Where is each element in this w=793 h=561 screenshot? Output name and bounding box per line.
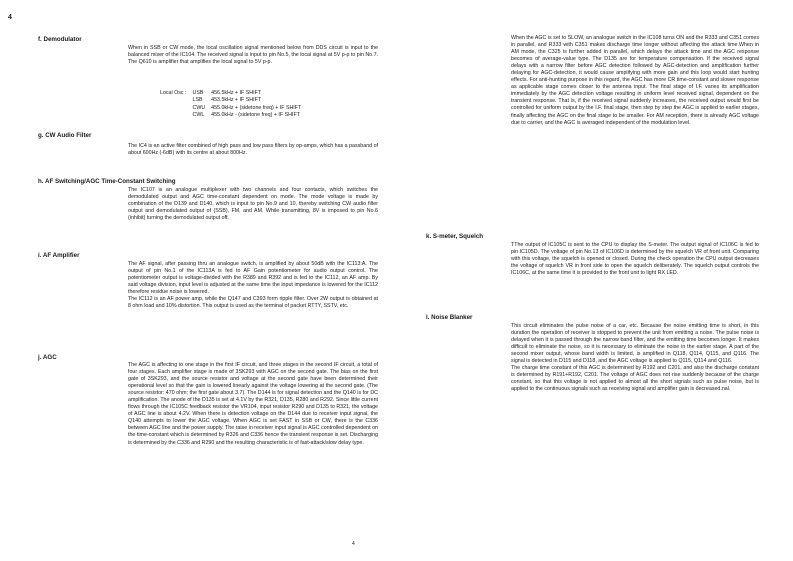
heading-cw-audio-filter: g. CW Audio Filter [38, 132, 92, 139]
osc-value: 453.5kHz + IF SHIFT [211, 97, 262, 104]
footer-mark: 4 [352, 541, 355, 547]
para-agc-continued [511, 35, 759, 127]
s-meter-text: TThe output of IC105C is sent to the CPU to display the S-meter. The output signal of IC106C is fed to pin IC105D. The voltage of pin No.13 of IC106D is determined by the squelch VR of front unit. Comparing with this voltage, the squelch is opened or closed. During the check operation the CPU output decreases the voltage of squelch VR in front side to open the squelch deliberately. The squelch output controls the IC106C, at the same time it is provided to the front unit to light RX LED. [511, 242, 759, 277]
heading-s-meter-squelch: k. S-meter, Squelch [426, 233, 484, 240]
para-noise-blanker [511, 323, 759, 393]
osc-row [160, 105, 307, 112]
osc-value: 455.0kHz - (sidetone freq) + IF SHIFT [211, 112, 300, 119]
osc-value: 456.5kHz + IF SHIFT [211, 90, 262, 96]
osc-label: Local Osc : [160, 90, 187, 96]
page-number: 4 [8, 14, 12, 21]
heading-noise-blanker: l. Noise Blanker [426, 314, 473, 321]
local-osc-table [160, 90, 307, 120]
para-demodulator [128, 45, 378, 66]
para-s-meter-squelch [511, 242, 759, 277]
agc-continued-text: When the AGC is set to SLOW, an analogue switch in the IC108 turns ON and the R333 and C351 comes in parallel, and R333 with C351 makes discharge time longer without affecting the attack time.When in AM mode, the C325 is further added in parallel, which delays the attack time and the AGC response becomes of average-value type. The D135 are for temperature compensation. If the received signal delays with a narrow filter before AGC detection followed by AGC-detection and amplification further delaying for AGC-detection, it would cause amplifying with more gain and this loop would start hunting effects. For anti-hunting purpose in this regard, the AGC has more CR time-constant and slower response as applicable stage comes closer to the antenna input. The final stage of I.F. varies its amplification immediately by the AGC detection voltage resulting in uniform level received signal, dependent on the transient response. That is, if the received signal suddenly increases, the received output would first be controlled for uniform output by the I.F. final stage, then step by step the AGC is applied to earlier stages, finally affecting the AGC on the final stage to be smaller. For AM reception, there is already AGC voltage due to carrier, and the AGC is averaged independent of the modulation level. [511, 35, 759, 126]
para-af-switching [128, 187, 378, 222]
para-af-amplifier [128, 261, 378, 310]
osc-mode: CWL [192, 112, 205, 119]
noise-blanker-text-2: The charge time constant of this AGC is determined by R192 and C201, and also the discharge constant is determined by R191+R192, C201. The voltage of AGC does not rise suddenly because of the charge constant, so that this voltage is not applied to almost all the short signals such as pulse noise, but is applied to the continuous signals such as receiving signal and amplifier gain is decreased.nal. [511, 365, 759, 393]
osc-row [160, 112, 307, 119]
af-amp-text-1: The AF signal, after passing thru an analogue switch, is amplified by about 50dB with the IC113:A. The output of pin No.1 of the IC113A is fed to AF Gain potentiometer for audio output control. The potentiometer output is voltage-divided with the R389 and R392 and is fed to the IC112, an AF amp. By said voltage division, input level is adjusted at the same time the input impedance is lowered for the IC112 therefore residue noise is lowered. [128, 261, 378, 296]
heading-af-switching: h. AF Switching/AGC Time-Constant Switching [38, 178, 176, 185]
osc-value: 455.0kHz + (sidetone freq) + IF SHIFT [211, 104, 302, 111]
para-cw-audio-filter [128, 143, 378, 157]
heading-agc: j. AGC [38, 354, 57, 361]
osc-mode: USB [192, 90, 204, 96]
osc-mode: LSB [192, 97, 203, 104]
noise-blanker-text-1: This circuit eliminates the pulse noise of a car, etc. Because the noise emitting time is short, in this duration the operation of receiver is stopped to prevent the unit from emitting a noise. The pulse noise is delayed when it is passed through the narrow band filter, and the emitting time becomes longer. It makes difficult to eliminate the noise, so it is necessary to eliminate the noise in the earlier stage. A part of the second mixer output, whose band width is limited, is amplified in Q118, Q114, Q115, and Q116. The signal is detected in D115 and D118, and the AGC voltage is applied to Q115, Q114 and Q116. [511, 323, 759, 365]
para-agc [128, 362, 378, 447]
demodulator-text: When in SSB or CW mode, the local oscillation signal mentioned below from DDS circuit is input to the balanced mixer of the IC104. The received signal is input to pin No.5, the local signal at 5V p-p to pin No.7. The Q610 is amplifier that amplifies the local signal to 5V p-p. [128, 45, 378, 66]
heading-af-amplifier: i. AF Amplifier [38, 252, 80, 259]
osc-row [160, 90, 307, 97]
af-switching-text: The IC107 is an analogue multiplexer with two channels and four contacts, which switches the demodulated output and AGC time-constant dependent on mode. The mode voltage is made by combination of the D139 and D140, which is input to pin No.9 and 10, thereby switching CW audio filter output and demodulated output of (SSB), FM, and AM. While transmitting, 8V is imposed to pin No.6 (inhibit) turning the demodulated output off. [128, 187, 378, 222]
osc-row [160, 97, 307, 104]
cw-filter-text: The IC4 is an active filter combined of high pass and low pass filters by op-amps, which has a passband of about 600Hz (-6dB) with its centre at about 800Hz. [128, 143, 378, 157]
agc-text: The AGC is affecting to one stage in the first IF circuit, and three stages in the second IF circuit, a total of four stages. Each amplifier stage is made of 3SK293 with AGC on the second gate. The bias on the first gate of 3SK293, and the source resistor and voltage at the second gate have been determined their operational level so that the gain is lowered linearly against the voltage lowering at the second gate. (The source resistor: 470 ohm; the first gate about 3.7). The D144 is for signal detection and the Q140 is for DC amplification. The anode of the D135 is set at 4.1V by the R321, D135, R280 and R292. Since little current flows through the IC105C feedback resistor the VR104, input resistor R290 and D135 to R321, the voltage of AGC line is about 4.2V. When there is detection voltage on the D144 due to receiver input signal, the Q140 attempts to lower the AGC voltage. When AGC is set FAST in SSB or CW, there is the C336 between AGC line and the power supply. The raise in receiver input signal is AGC controlled dependent on the time-constant which is determined by R326 and C336 hence the transient response is set. Discharging is determined by the C336 and R290 and the resulting characteristic is of fast-attack/slow delay type. [128, 362, 378, 446]
osc-mode: CWU [192, 104, 206, 111]
af-amp-text-2: The IC112 is an AF power amp, while the Q147 and C393 form ripple filter. Over 2W output is obtained at 8 ohm load and 10% distortion. This output is used as the terminal of packet RTTY, SSTV, etc. [128, 296, 378, 310]
heading-demodulator: f. Demodulator [38, 36, 82, 43]
